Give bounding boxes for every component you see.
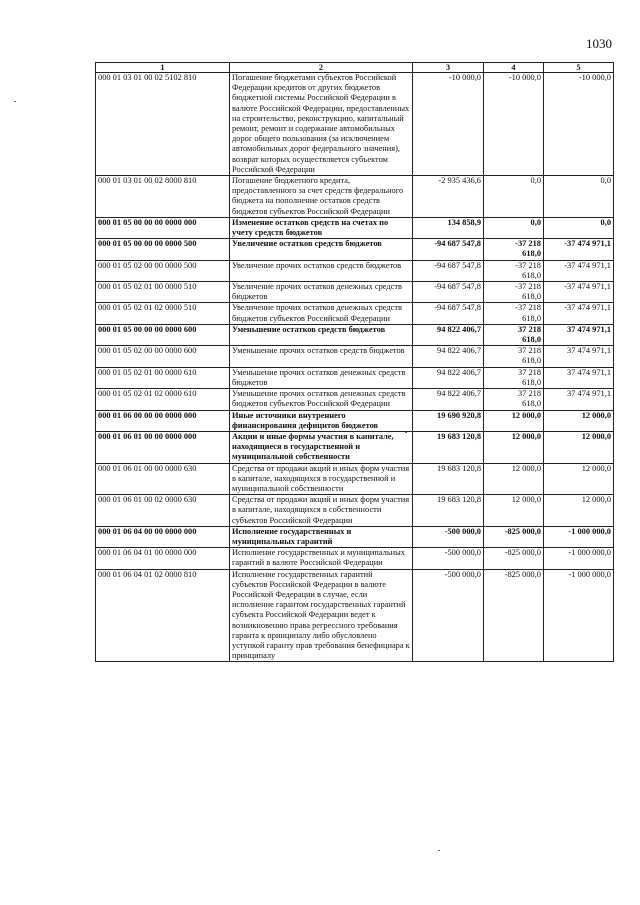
scan-speck [14, 101, 16, 102]
table-row [96, 410, 614, 431]
row-name-cell: Погашение бюджетами субъектов Российской Федерации кредитов от других бюджетов бюджетной системы Российской Федерации в валюте Российской Федерации, предоставленных на строительство, реконструкцию, капитальный ремонт, ремонт и содержание автомобильных дорог общего пользования (за исключением автомобильных дорог федерального значения), возврат которых осуществляется субъектом Российской Федерации [230, 73, 413, 176]
row-value-col5: 12 000,0 [544, 431, 614, 463]
table-body [96, 73, 614, 662]
row-name-cell: Исполнение государственных и муниципальных гарантий в валюте Российской Федерации [230, 548, 413, 569]
row-value-col4: 0,0 [484, 217, 544, 238]
table-row [96, 73, 614, 176]
row-value-col3: -94 687 547,8 [413, 303, 484, 324]
row-code-cell: 000 01 06 04 00 00 0000 000 [96, 526, 230, 547]
table-row [96, 324, 614, 345]
header-col-1: 1 [96, 63, 230, 73]
row-code-cell: 000 01 06 01 00 00 0000 630 [96, 463, 230, 495]
table-row [96, 548, 614, 569]
row-value-col3: -500 000,0 [413, 548, 484, 569]
table-row [96, 389, 614, 410]
table-row [96, 260, 614, 281]
row-name-cell: Уменьшение остатков средств бюджетов [230, 324, 413, 345]
table-row [96, 217, 614, 238]
row-code-cell: 000 01 05 02 01 00 0000 610 [96, 367, 230, 388]
row-name-cell: Увеличение прочих остатков денежных средств бюджетов субъектов Российской Федерации [230, 303, 413, 324]
row-code-cell: 000 01 05 02 00 00 0000 600 [96, 346, 230, 367]
row-value-col5: 12 000,0 [544, 495, 614, 527]
row-name-cell: Уменьшение прочих остатков денежных средств бюджетов субъектов Российской Федерации [230, 389, 413, 410]
row-value-col5: -37 474 971,1 [544, 282, 614, 303]
header-col-5: 5 [544, 63, 614, 73]
row-value-col5: -37 474 971,1 [544, 303, 614, 324]
page-number: 1030 [586, 36, 612, 51]
row-value-col5: 0,0 [544, 217, 614, 238]
header-col-3: 3 [413, 63, 484, 73]
row-code-cell: 000 01 05 02 00 00 0000 500 [96, 260, 230, 281]
row-code-cell: 000 01 05 00 00 00 0000 500 [96, 239, 230, 260]
row-value-col4: -37 218 618,0 [484, 260, 544, 281]
row-value-col5: 0,0 [544, 176, 614, 218]
row-value-col4: -37 218 618,0 [484, 282, 544, 303]
row-code-cell: 000 01 05 02 01 02 0000 610 [96, 389, 230, 410]
table-row [96, 239, 614, 260]
row-name-cell: Изменение остатков средств на счетах по учету средств бюджетов [230, 217, 413, 238]
row-code-cell: 000 01 06 00 00 00 0000 000 [96, 410, 230, 431]
budget-sources-table [95, 62, 614, 662]
table-row [96, 495, 614, 527]
row-value-col3: 134 858,9 [413, 217, 484, 238]
row-value-col4: 12 000,0 [484, 495, 544, 527]
row-name-cell: Погашение бюджетного кредита, предоставленного за счет средств федерального бюджета на пополнение остатков средств бюджетов субъектов Российской Федерации [230, 176, 413, 218]
table-row [96, 463, 614, 495]
scan-speck [438, 850, 440, 851]
row-value-col4: -825 000,0 [484, 548, 544, 569]
row-code-cell: 000 01 03 01 00 02 5102 810 [96, 73, 230, 176]
row-value-col5: 12 000,0 [544, 463, 614, 495]
table-row [96, 431, 614, 463]
row-code-cell: 000 01 05 02 01 02 0000 510 [96, 303, 230, 324]
row-value-col4: -825 000,0 [484, 526, 544, 547]
row-value-col4: 37 218 618,0 [484, 346, 544, 367]
row-value-col5: -10 000,0 [544, 73, 614, 176]
row-name-cell: Исполнение государственных и муниципальных гарантий [230, 526, 413, 547]
table-row [96, 569, 614, 662]
row-name-cell: Средства от продажи акций и иных форм участия в капитале, находящихся в собственности субъектов Российской Федерации [230, 495, 413, 527]
row-code-cell: 000 01 06 04 01 00 0000 000 [96, 548, 230, 569]
row-value-col3: -10 000,0 [413, 73, 484, 176]
row-value-col5: 37 474 971,1 [544, 324, 614, 345]
row-value-col4: 37 218 618,0 [484, 367, 544, 388]
scan-speck [405, 432, 407, 433]
row-value-col4: 12 000,0 [484, 410, 544, 431]
row-name-cell: Увеличение прочих остатков средств бюджетов [230, 260, 413, 281]
row-value-col5: 37 474 971,1 [544, 367, 614, 388]
table-row [96, 303, 614, 324]
row-value-col5: 37 474 971,1 [544, 389, 614, 410]
row-value-col3: 94 822 406,7 [413, 346, 484, 367]
row-value-col3: 19 690 920,8 [413, 410, 484, 431]
row-name-cell: Увеличение прочих остатков денежных средств бюджетов [230, 282, 413, 303]
row-value-col4: -825 000,0 [484, 569, 544, 662]
row-name-cell: Уменьшение прочих остатков средств бюджетов [230, 346, 413, 367]
row-value-col5: -37 474 971,1 [544, 260, 614, 281]
row-value-col3: 19 683 120,8 [413, 431, 484, 463]
row-code-cell: 000 01 03 01 00 02 8000 810 [96, 176, 230, 218]
row-value-col5: -37 474 971,1 [544, 239, 614, 260]
row-code-cell: 000 01 05 02 01 00 0000 510 [96, 282, 230, 303]
header-col-4: 4 [484, 63, 544, 73]
row-code-cell: 000 01 05 00 00 00 0000 000 [96, 217, 230, 238]
row-value-col3: 94 822 406,7 [413, 367, 484, 388]
row-code-cell: 000 01 05 00 00 00 0000 600 [96, 324, 230, 345]
table-row [96, 346, 614, 367]
row-value-col4: 0,0 [484, 176, 544, 218]
row-value-col4: -10 000,0 [484, 73, 544, 176]
row-name-cell: Иные источники внутреннего финансирования дефицитов бюджетов [230, 410, 413, 431]
row-value-col5: 37 474 971,1 [544, 346, 614, 367]
row-value-col5: -1 000 000,0 [544, 526, 614, 547]
table-row [96, 526, 614, 547]
row-value-col4: -37 218 618,0 [484, 239, 544, 260]
row-value-col5: 12 000,0 [544, 410, 614, 431]
row-value-col4: -37 218 618,0 [484, 303, 544, 324]
row-name-cell: Уменьшение прочих остатков денежных средств бюджетов [230, 367, 413, 388]
row-name-cell: Увеличение остатков средств бюджетов [230, 239, 413, 260]
table-row [96, 367, 614, 388]
row-value-col3: -2 935 436,6 [413, 176, 484, 218]
row-code-cell: 000 01 06 01 00 02 0000 630 [96, 495, 230, 527]
row-value-col3: -94 687 547,8 [413, 239, 484, 260]
row-code-cell: 000 01 06 01 00 00 0000 000 [96, 431, 230, 463]
table-row [96, 282, 614, 303]
row-name-cell: Средства от продажи акций и иных форм участия в капитале, находящихся в государственной и муниципальной собственности [230, 463, 413, 495]
row-name-cell: Исполнение государственных гарантий субъектов Российской Федерации в валюте Российской Федерации в случае, если исполнение гарантом государственных гарантий субъекта Российской Федерации ведет к возникновению права регрессного требования гаранта к принципалу либо обусловлено уступкой гаранту прав требования бенефициара к принципалу [230, 569, 413, 662]
row-value-col5: -1 000 000,0 [544, 548, 614, 569]
row-value-col3: 94 822 406,7 [413, 389, 484, 410]
row-value-col5: -1 000 000,0 [544, 569, 614, 662]
row-value-col4: 12 000,0 [484, 463, 544, 495]
row-value-col3: -500 000,0 [413, 569, 484, 662]
row-value-col3: -94 687 547,8 [413, 260, 484, 281]
header-col-2: 2 [230, 63, 413, 73]
row-value-col3: 19 683 120,8 [413, 495, 484, 527]
row-value-col4: 12 000,0 [484, 431, 544, 463]
row-value-col4: 37 218 618,0 [484, 389, 544, 410]
row-code-cell: 000 01 06 04 01 02 0000 810 [96, 569, 230, 662]
row-value-col3: -94 687 547,8 [413, 282, 484, 303]
table-header-row [96, 63, 614, 73]
table-row [96, 176, 614, 218]
row-value-col3: -500 000,0 [413, 526, 484, 547]
row-value-col3: 94 822 406,7 [413, 324, 484, 345]
row-name-cell: Акции и иные формы участия в капитале, находящиеся в государственной и муниципальной собственности [230, 431, 413, 463]
row-value-col4: 37 218 618,0 [484, 324, 544, 345]
row-value-col3: 19 683 120,8 [413, 463, 484, 495]
